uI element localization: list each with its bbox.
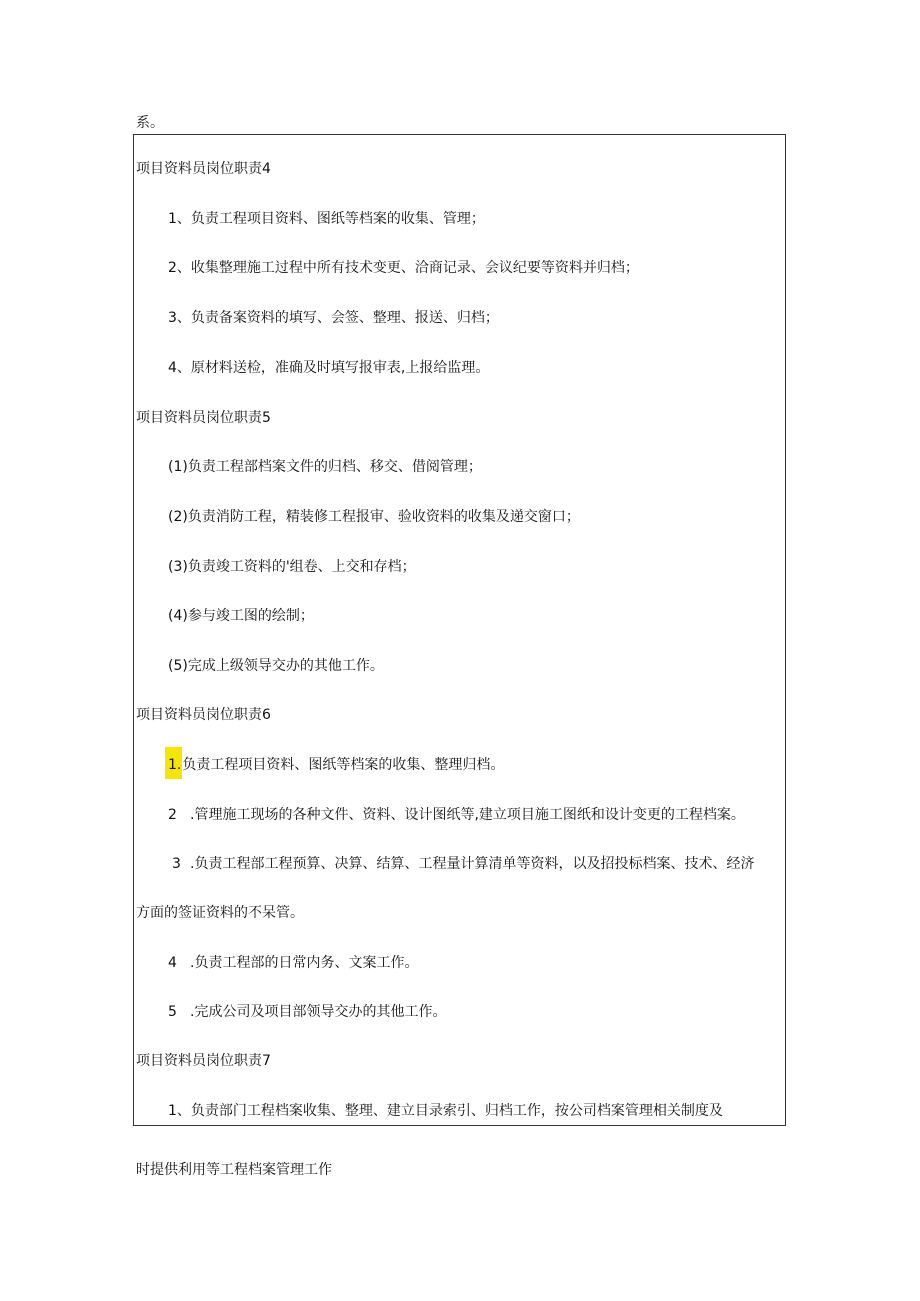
list-item: 1、负责部门工程档案收集、整理、建立目录索引、归档工作，按公司档案管理相关制度及 — [168, 1103, 723, 1119]
list-item-number: 5 — [168, 1004, 177, 1020]
section-title-5: 项目资料员岗位职责5 — [136, 410, 271, 426]
list-item — [168, 1002, 446, 1022]
list-item — [172, 854, 754, 874]
highlighted-item-number: 1. — [165, 747, 182, 779]
section-title-4: 项目资料员岗位职责4 — [136, 161, 271, 177]
list-item: (1)负责工程部档案文件的归档、移交、借阅管理； — [168, 459, 482, 475]
list-item-text: .完成公司及项目部领导交办的其他工作。 — [190, 1004, 447, 1020]
list-item: 1、负责工程项目资料、图纸等档案的收集、管理； — [168, 211, 485, 227]
list-item-number: 4 — [168, 955, 177, 971]
list-item: 3、负责备案资料的填写、会签、整理、报送、归档； — [168, 310, 499, 326]
bottom-continuation-text: 时提供利用等工程档案管理工作 — [136, 1162, 332, 1178]
list-item: (4)参与竣工图的绘制； — [168, 608, 314, 624]
list-item-number: 3 — [172, 856, 181, 872]
list-item-text: .负责工程部的日常内务、文案工作。 — [190, 955, 419, 971]
list-item-text: .管理施工现场的各种文件、资料、设计图纸等,建立项目施工图纸和设计变更的工程档案。 — [190, 807, 745, 823]
list-item: 4、原材料送检，准确及时填写报审表,上报给监理。 — [168, 360, 490, 376]
section-title-7: 项目资料员岗位职责7 — [136, 1053, 271, 1069]
list-item: 2、收集整理施工过程中所有技术变更、洽商记录、会议纪要等资料并归档； — [168, 260, 639, 276]
list-item: (5)完成上级领导交办的其他工作。 — [168, 658, 384, 674]
list-item — [168, 805, 745, 825]
section-title-6: 项目资料员岗位职责6 — [136, 707, 271, 723]
list-item-number: 2 — [168, 807, 177, 823]
list-item-text: 负责工程项目资料、图纸等档案的收集、整理归档。 — [182, 757, 505, 773]
list-item-text: .负责工程部工程预算、决算、结算、工程量计算清单等资料，以及招投标档案、技术、经济 — [190, 856, 755, 872]
list-item — [168, 755, 504, 775]
top-continuation-text: 系。 — [136, 115, 164, 131]
list-item-continuation: 方面的签证资料的不呆管。 — [136, 905, 304, 921]
content-frame — [133, 134, 786, 1126]
list-item: (3)负责竣工资料的'组卷、上交和存档； — [168, 559, 416, 575]
list-item: (2)负责消防工程，精装修工程报审、验收资料的收集及递交窗口； — [168, 509, 580, 525]
list-item — [168, 953, 418, 973]
